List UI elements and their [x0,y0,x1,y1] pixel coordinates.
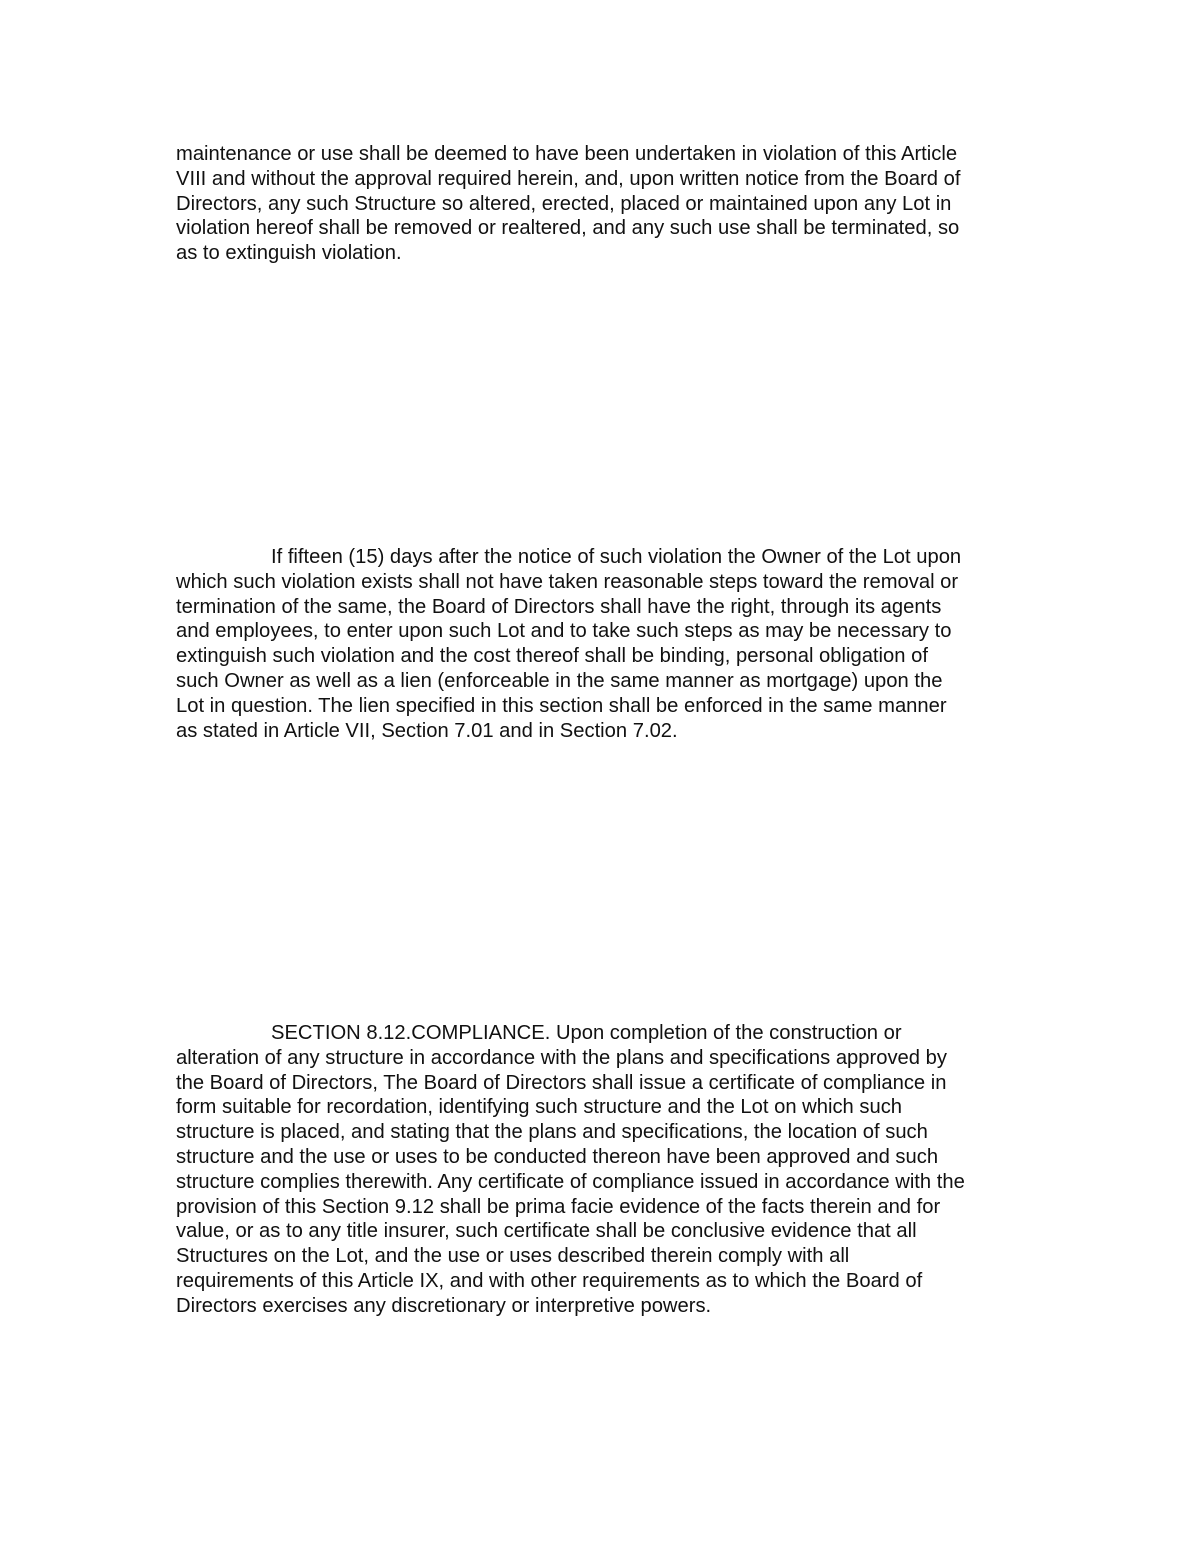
text-line: structure complies therewith. Any certificate of compliance issued in accordance with the [176,1170,965,1193]
text-line: structure and the use or uses to be conducted thereon have been approved and such [176,1145,939,1168]
text-line: Lot in question. The lien specified in this section shall be enforced in the same manner [176,694,947,717]
text-line: such Owner as well as a lien (enforceable in the same manner as mortgage) upon the [176,669,943,692]
paragraph-fifteen-days-notice [176,545,1036,743]
text-line: provision of this Section 9.12 shall be prima facie evidence of the facts therein and for [176,1195,941,1218]
text-line: SECTION 8.12.COMPLIANCE. Upon completion of the construction or [271,1022,902,1044]
text-line: If fifteen (15) days after the notice of such violation the Owner of the Lot upon [271,546,962,568]
text-line: VIII and without the approval required herein, and, upon written notice from the Board of [176,167,961,190]
text-line: the Board of Directors, The Board of Directors shall issue a certificate of compliance in [176,1071,947,1094]
paragraph-violation-removal [176,142,1036,266]
text-line: extinguish such violation and the cost thereof shall be binding, personal obligation of [176,645,928,668]
text-line: violation hereof shall be removed or realtered, and any such use shall be terminated, so [176,217,960,240]
text-line: maintenance or use shall be deemed to have been undertaken in violation of this Article [176,143,958,165]
text-line: as to extinguish violation. [176,242,402,265]
text-line: Directors exercises any discretionary or interpretive powers. [176,1294,712,1317]
text-line: value, or as to any title insurer, such certificate shall be conclusive evidence that all [176,1220,917,1243]
text-line: Structures on the Lot, and the use or uses described therein comply with all [176,1245,850,1268]
text-line: form suitable for recordation, identifying such structure and the Lot on which such [176,1096,903,1119]
text-line: and employees, to enter upon such Lot and to take such steps as may be necessary to [176,620,952,643]
paragraph-section-8-12-compliance [176,1021,1036,1319]
text-line: as stated in Article VII, Section 7.01 and in Section 7.02. [176,719,678,742]
text-line: Directors, any such Structure so altered, erected, placed or maintained upon any Lot in [176,192,952,215]
text-line: alteration of any structure in accordance with the plans and specifications approved by [176,1046,947,1069]
text-line: termination of the same, the Board of Directors shall have the right, through its agents [176,595,942,618]
text-line: structure is placed, and stating that the plans and specifications, the location of such [176,1121,928,1144]
text-line: requirements of this Article IX, and with other requirements as to which the Board of [176,1269,923,1292]
text-line: which such violation exists shall not have taken reasonable steps toward the removal or [176,570,959,593]
